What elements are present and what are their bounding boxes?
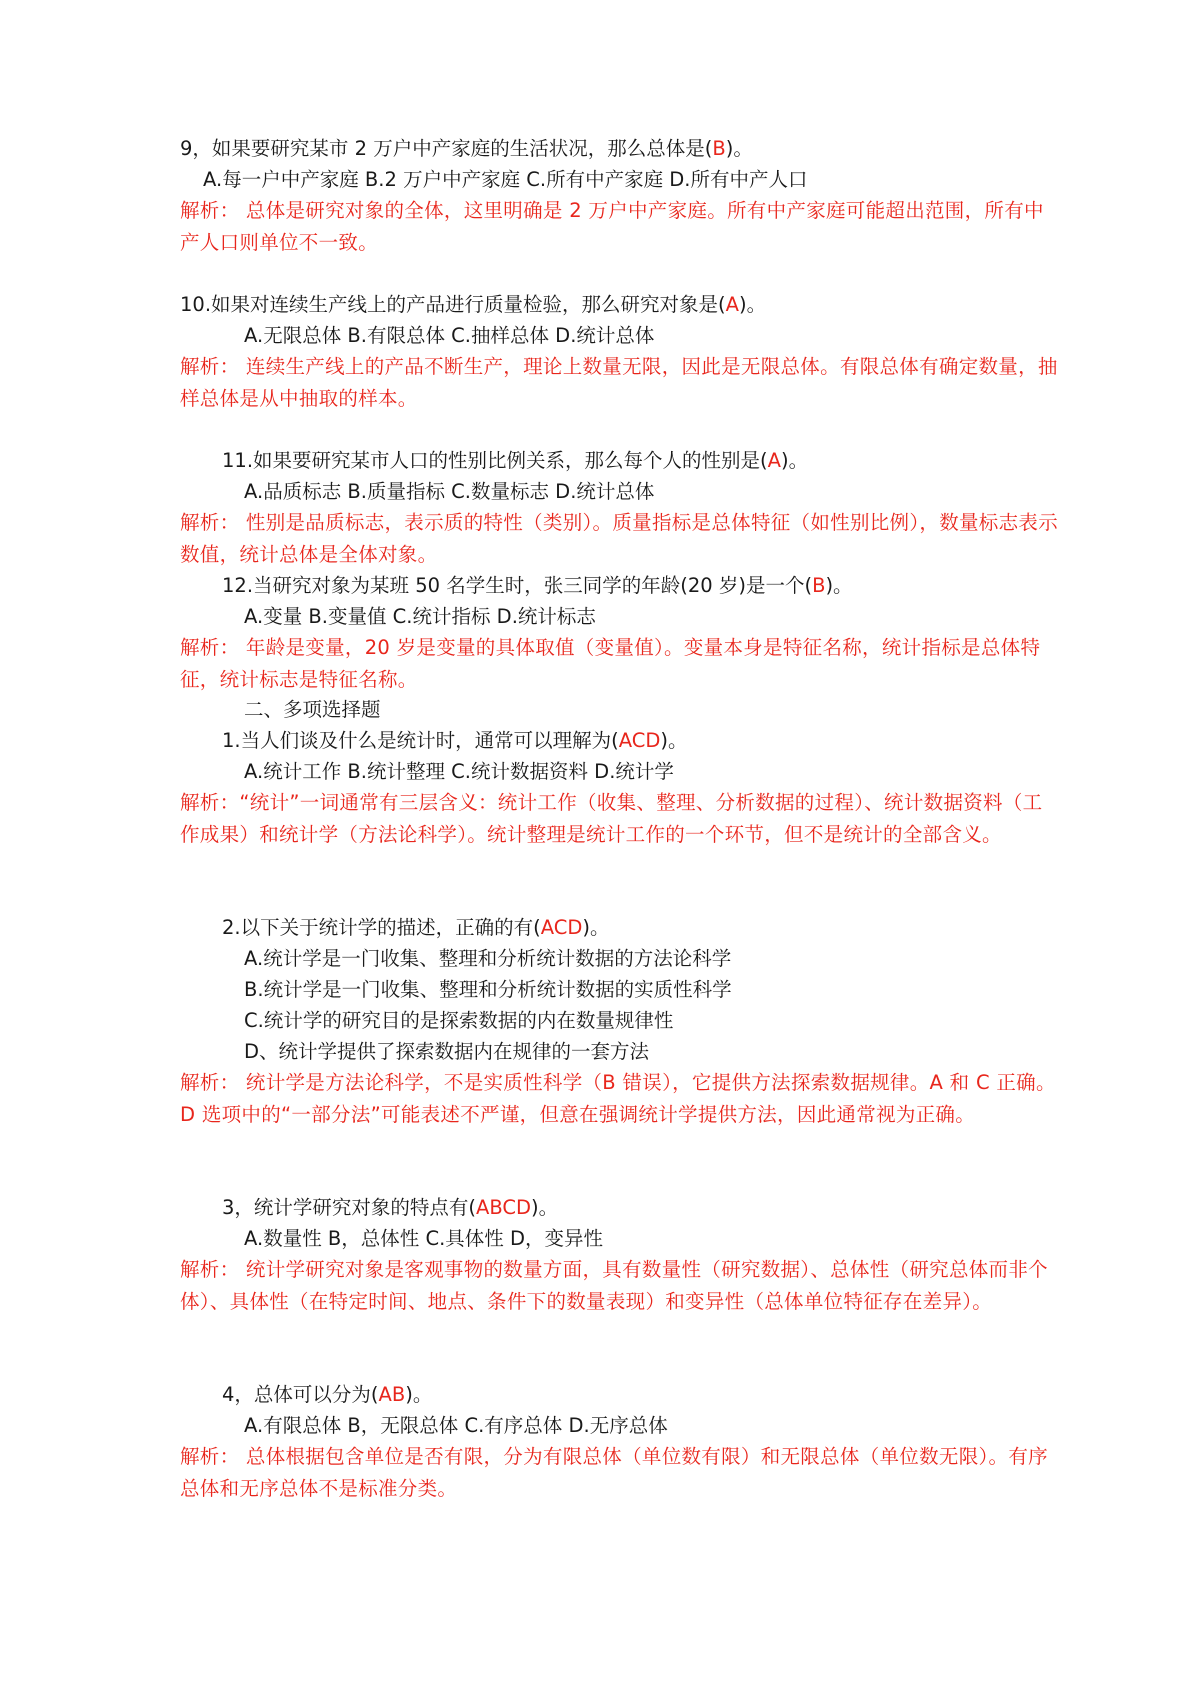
stem-text: 12.当研究对象为某班 50 名学生时，张三同学的年龄(20 岁)是一个(: [222, 574, 813, 597]
question-stem: [222, 445, 808, 477]
answer-letter: B: [812, 574, 826, 597]
answer-letter: ACD: [618, 729, 661, 752]
explanation: 解析： 年龄是变量，20 岁是变量的具体取值（变量值）。变量本身是特征名称，统计指标是总体特征，统计标志是特征名称。: [180, 636, 1041, 691]
stem-text: 11.如果要研究某市人口的性别比例关系，那么每个人的性别是(: [222, 449, 768, 472]
question-options: A.变量 B.变量值 C.统计指标 D.统计标志: [244, 605, 596, 628]
question-stem: [222, 1379, 432, 1411]
stem-text: )。: [582, 916, 610, 939]
question-option: A.统计学是一门收集、整理和分析统计数据的方法论科学: [244, 947, 732, 970]
question-options: A.有限总体 B，无限总体 C.有序总体 D.无序总体: [244, 1414, 668, 1437]
question-option: B.统计学是一门收集、整理和分析统计数据的实质性科学: [244, 978, 732, 1001]
question-stem: [222, 912, 609, 944]
stem-text: 9，如果要研究某市 2 万户中产家庭的生活状况，那么总体是(: [180, 137, 713, 160]
question-stem: [180, 289, 766, 321]
explanation: 解析：“统计”一词通常有三层含义：统计工作（收集、整理、分析数据的过程）、统计数据资料（工作成果）和统计学（方法论科学）。统计整理是统计工作的一个环节，但不是统计的全部含义。: [180, 791, 1043, 846]
explanation: 解析： 总体根据包含单位是否有限，分为有限总体（单位数有限）和无限总体（单位数无限）。有序总体和无序总体不是标准分类。: [180, 1445, 1048, 1500]
stem-text: )。: [738, 293, 767, 316]
section-title: 二、多项选择题: [244, 698, 381, 721]
question-options: A.统计工作 B.统计整理 C.统计数据资料 D.统计学: [244, 760, 674, 783]
stem-text: )。: [660, 729, 688, 752]
stem-text: )。: [531, 1196, 559, 1219]
stem-text: 3，统计学研究对象的特点有(: [222, 1196, 477, 1219]
stem-text: 4，总体可以分为(: [222, 1383, 379, 1406]
explanation: 解析： 连续生产线上的产品不断生产，理论上数量无限，因此是无限总体。有限总体有确定数量，抽样总体是从中抽取的样本。: [180, 355, 1058, 410]
answer-letter: A: [767, 449, 781, 472]
question-options: A.数量性 B，总体性 C.具体性 D，变异性: [244, 1227, 603, 1250]
question-options: A.每一户中产家庭 B.2 万户中产家庭 C.所有中产家庭 D.所有中产人口: [203, 168, 808, 191]
question-stem: [222, 1192, 558, 1224]
question-option: D、统计学提供了探索数据内在规律的一套方法: [244, 1040, 650, 1063]
question-stem: [222, 570, 853, 602]
answer-letter: A: [725, 293, 739, 316]
question-options: A.品质标志 B.质量指标 C.数量标志 D.统计总体: [244, 480, 655, 503]
stem-text: 10.如果对连续生产线上的产品进行质量检验，那么研究对象是(: [180, 293, 726, 316]
question-options: A.无限总体 B.有限总体 C.抽样总体 D.统计总体: [244, 324, 655, 347]
answer-letter: ABCD: [476, 1196, 532, 1219]
answer-letter: ACD: [540, 916, 583, 939]
explanation: 解析： 总体是研究对象的全体，这里明确是 2 万户中产家庭。所有中产家庭可能超出范围，所有中产人口则单位不一致。: [180, 199, 1044, 254]
stem-text: 1.当人们谈及什么是统计时，通常可以理解为(: [222, 729, 619, 752]
answer-letter: AB: [378, 1383, 406, 1406]
stem-text: )。: [725, 137, 753, 160]
stem-text: 2.以下关于统计学的描述，正确的有(: [222, 916, 541, 939]
explanation: 解析： 性别是品质标志，表示质的特性（类别）。质量指标是总体特征（如性别比例），数量标志表示数值，统计总体是全体对象。: [180, 511, 1058, 566]
stem-text: )。: [405, 1383, 433, 1406]
question-option: C.统计学的研究目的是探索数据的内在数量规律性: [244, 1009, 674, 1032]
stem-text: )。: [780, 449, 809, 472]
question-stem: [222, 725, 687, 757]
answer-letter: B: [712, 137, 726, 160]
explanation: 解析： 统计学研究对象是客观事物的数量方面，具有数量性（研究数据）、总体性（研究总体而非个体）、具体性（在特定时间、地点、条件下的数量表现）和变异性（总体单位特征存在差异）。: [180, 1258, 1048, 1313]
explanation: 解析： 统计学是方法论科学，不是实质性科学（B 错误），它提供方法探索数据规律。A 和 C 正确。D 选项中的“一部分法”可能表述不严谨，但意在强调统计学提供方法，因此通常视为正确。: [180, 1071, 1056, 1126]
stem-text: )。: [825, 574, 853, 597]
question-stem: [180, 133, 753, 165]
